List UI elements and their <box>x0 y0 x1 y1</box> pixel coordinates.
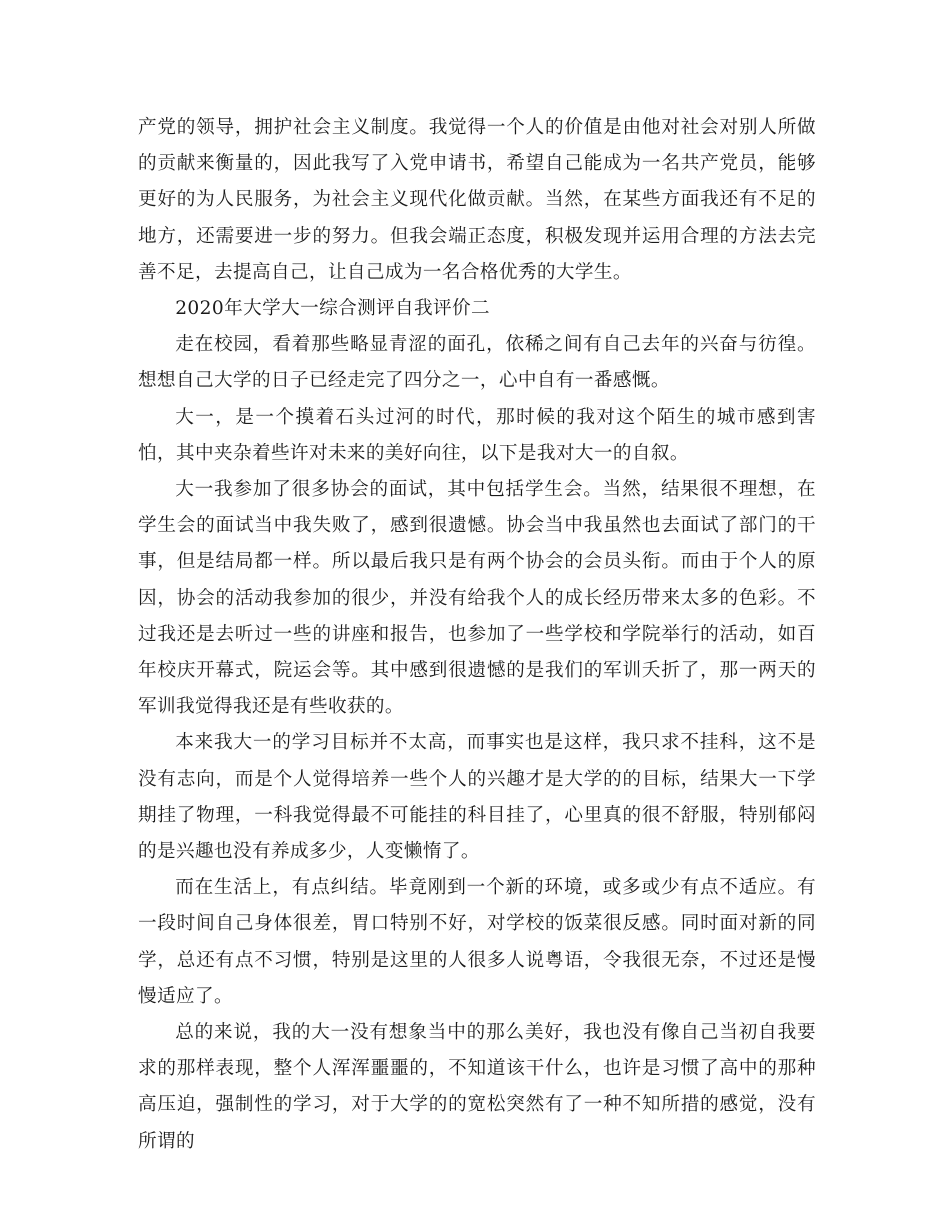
paragraph: 本来我大一的学习目标并不太高，而事实也是这样，我只求不挂科，这不是没有志向，而是个人觉得培养一些个人的兴趣才是大学的的目标，结果大一下学期挂了物理，一科我觉得最不可能挂的科目挂了，心里真的很不舒服，特别郁闷的是兴趣也没有养成多少，人变懒惰了。 <box>138 732 816 863</box>
paragraph: 总的来说，我的大一没有想象当中的那么美好，我也没有像自己当初自我要求的那样表现，整个人浑浑噩噩的，不知道该干什么，也许是习惯了高中的那种高压迫，强制性的学习，对于大学的的宽松突然有了一种不知所措的感觉，没有所谓的 <box>138 1022 816 1152</box>
paragraph: 走在校园，看着那些略显青涩的面孔，依稀之间有自己去年的兴奋与彷徨。想想自己大学的日子已经走完了四分之一，心中自有一番感慨。 <box>138 334 816 392</box>
paragraph: 大一我参加了很多协会的面试，其中包括学生会。当然，结果很不理想，在学生会的面试当中我失败了，感到很遗憾。协会当中我虽然也去面试了部门的干事，但是结局都一样。所以最后我只是有两个协会的会员头衔。而由于个人的原因，协会的活动我参加的很少，并没有给我个人的成长经历带来太多的色彩。不过我还是去听过一些的讲座和报告，也参加了一些学校和学院举行的活动，如百年校庆开幕式，院运会等。其中感到很遗憾的是我们的军训夭折了，那一两天的军训我觉得我还是有些收获的。 <box>138 479 816 718</box>
paragraph: 而在生活上，有点纠结。毕竟刚到一个新的环境，或多或少有点不适应。有一段时间自己身体很差，胃口特别不好，对学校的饭菜很反感。同时面对新的同学，总还有点不习惯，特别是这里的人很多人说粤语，令我很无奈，不过还是慢慢适应了。 <box>138 877 816 1007</box>
document-body <box>138 110 816 1160</box>
paragraph: 大一，是一个摸着石头过河的时代，那时候的我对这个陌生的城市感到害怕，其中夹杂着些许对未来的美好向往，以下是我对大一的自叙。 <box>138 406 816 464</box>
section-heading: 2020年大学大一综合测评自我评价二 <box>175 298 491 320</box>
paragraph-continuation: 产党的领导，拥护社会主义制度。我觉得一个人的价值是由他对社会对别人所做的贡献来衡量的，因此我写了入党申请书，希望自己能成为一名共产党员，能够更好的为人民服务，为社会主义现代化做贡献。当然，在某些方面我还有不足的地方，还需要进一步的努力。但我会端正态度，积极发现并运用合理的方法去完善不足，去提高自己，让自己成为一名合格优秀的大学生。 <box>138 117 816 283</box>
